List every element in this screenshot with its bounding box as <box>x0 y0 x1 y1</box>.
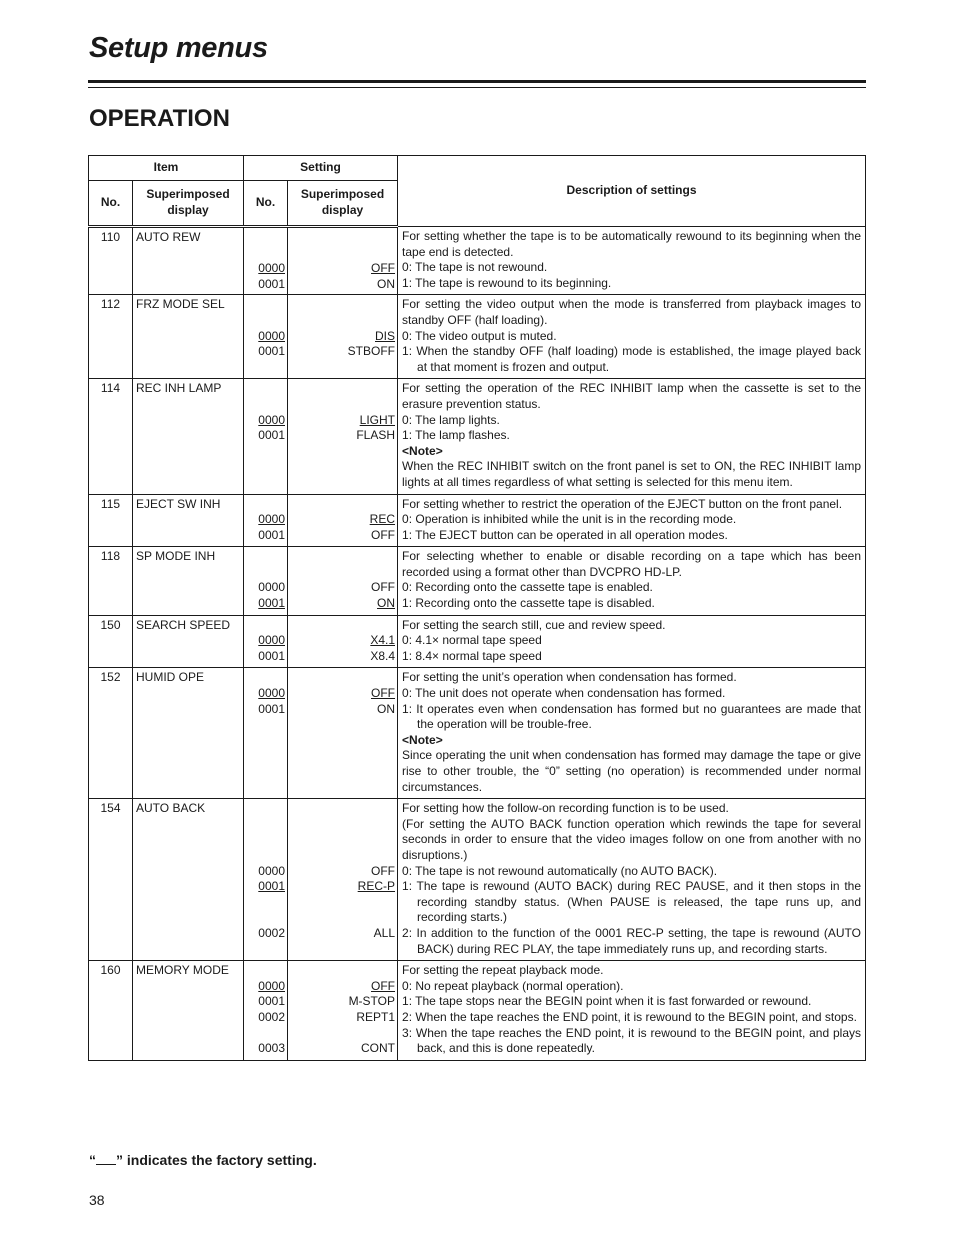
description-intro: For setting the video output when the mode is transferred from playback images to standby OFF (half loading). <box>402 297 861 327</box>
description-cell <box>398 379 866 494</box>
description-cell <box>398 799 866 961</box>
legend-open-quote: “ <box>89 1152 96 1168</box>
setting-no-cell <box>244 494 288 547</box>
option-description: 0: Operation is inhibited while the unit is in the recording mode. <box>402 512 737 527</box>
setting-no-cell <box>244 961 288 1061</box>
option-description: 0: No repeat playback (normal operation). <box>402 978 624 993</box>
item-display: SP MODE INH <box>133 547 244 615</box>
item-no: 115 <box>89 494 133 547</box>
setting-no: 0000 <box>258 863 285 878</box>
setting-no-cell <box>244 295 288 379</box>
setting-no: 0000 <box>258 686 285 701</box>
table-row <box>89 961 866 1061</box>
description-intro-detail: (For setting the AUTO BACK function operation which rewinds the tape for several seconds in order to ensure that the video images follow on one from another with no disruptions.) <box>402 816 861 862</box>
option-description: 0: The unit does not operate when condensation has formed. <box>402 686 726 701</box>
setting-no: 0001 <box>258 344 285 359</box>
setting-no-cell <box>244 227 288 295</box>
setting-display: ALL <box>373 925 396 940</box>
setting-no: 0001 <box>258 276 285 291</box>
setting-no-cell <box>244 668 288 799</box>
note-text: When the REC INHIBIT switch on the front panel is set to ON, the REC INHIBIT lamp lights at all times regardless of what setting is selected for this menu item. <box>402 459 861 489</box>
setting-no: 0000 <box>258 512 285 527</box>
setting-display: OFF <box>371 527 396 542</box>
legend-text: ” indicates the factory setting. <box>116 1152 317 1168</box>
item-display: SEARCH SPEED <box>133 615 244 668</box>
setting-display-cell <box>288 615 398 668</box>
description-intro: For setting the search still, cue and review speed. <box>402 617 666 632</box>
item-no: 152 <box>89 668 133 799</box>
description-intro: For setting whether to restrict the operation of the EJECT button on the front panel. <box>402 496 843 511</box>
table-row <box>89 668 866 799</box>
description-intro: For setting whether the tape is to be automatically rewound to its beginning when the tape end is detected. <box>402 229 861 259</box>
item-display: EJECT SW INH <box>133 494 244 547</box>
setting-no: 0002 <box>258 925 285 940</box>
setting-no: 0001 <box>258 596 285 611</box>
setting-display: OFF <box>371 580 396 595</box>
setting-display: ON <box>377 596 396 611</box>
setting-no: 0000 <box>258 261 285 276</box>
factory-setting-legend <box>89 1152 317 1168</box>
setting-no: 0000 <box>258 978 285 993</box>
setting-display-cell <box>288 379 398 494</box>
header-description: Description of settings <box>398 156 866 227</box>
setting-display: OFF <box>371 863 396 878</box>
setting-display-cell <box>288 668 398 799</box>
setting-no: 0000 <box>258 412 285 427</box>
setting-display: REC-P <box>357 879 396 894</box>
description-cell <box>398 494 866 547</box>
setting-no-cell <box>244 547 288 615</box>
setting-no: 0000 <box>258 633 285 648</box>
header-setting: Setting <box>244 156 398 181</box>
description-intro: For setting the unit’s operation when condensation has formed. <box>402 670 737 685</box>
setting-display: FLASH <box>356 428 396 443</box>
header-item-no: No. <box>89 181 133 227</box>
description-intro: For setting the operation of the REC INHIBIT lamp when the cassette is set to the erasure prevention status. <box>402 381 861 411</box>
setting-display: M-STOP <box>348 994 396 1009</box>
section-title: OPERATION <box>89 105 230 132</box>
description-cell <box>398 668 866 799</box>
setting-no: 0001 <box>258 994 285 1009</box>
item-display: FRZ MODE SEL <box>133 295 244 379</box>
page-number: 38 <box>89 1192 105 1208</box>
item-no: 112 <box>89 295 133 379</box>
option-description: 2: When the tape reaches the END point, it is rewound to the BEGIN point, and stops. <box>402 1009 857 1024</box>
option-description: 1: When the standby OFF (half loading) mode is established, the image played back at that moment is frozen and output. <box>402 344 861 374</box>
item-display: AUTO REW <box>133 227 244 295</box>
option-description: 0: The lamp lights. <box>402 412 500 427</box>
setting-no-cell <box>244 799 288 961</box>
setting-display-cell <box>288 547 398 615</box>
setting-display: ON <box>377 701 396 716</box>
item-no: 114 <box>89 379 133 494</box>
item-no: 150 <box>89 615 133 668</box>
item-display: HUMID OPE <box>133 668 244 799</box>
option-description: 1: It operates even when condensation has formed but no guarantees are made that the operation will be trouble-free. <box>402 701 861 732</box>
table-row <box>89 227 866 295</box>
setting-display: ON <box>377 276 396 291</box>
option-description: 2: In addition to the function of the 0001 REC-P setting, the tape is rewound (AUTO BACK) during REC PLAY, the tape immediately runs up, and recording starts. <box>402 925 861 956</box>
item-no: 154 <box>89 799 133 961</box>
setting-no: 0001 <box>258 879 285 894</box>
option-description: 3: When the tape reaches the END point, it is rewound to the BEGIN point, and plays back, and this is done repeatedly. <box>402 1025 861 1056</box>
option-description: 0: The video output is muted. <box>402 328 557 343</box>
description-cell <box>398 227 866 295</box>
setting-no: 0003 <box>258 1041 285 1056</box>
table-row <box>89 295 866 379</box>
description-intro: For selecting whether to enable or disable recording on a tape which has been recorded using a format other than DVCPRO HD-LP. <box>402 549 861 579</box>
header-setting-superimposed: Superimposed display <box>288 181 398 227</box>
table-row <box>89 615 866 668</box>
description-cell <box>398 547 866 615</box>
option-description: 1: The EJECT button can be operated in all operation modes. <box>402 527 728 542</box>
setting-no-cell <box>244 615 288 668</box>
setting-display: DIS <box>375 328 396 343</box>
table-row <box>89 799 866 961</box>
option-description: 1: Recording onto the cassette tape is disabled. <box>402 596 655 611</box>
setting-display: CONT <box>361 1041 396 1056</box>
setting-display-cell <box>288 227 398 295</box>
setting-no: 0000 <box>258 580 285 595</box>
setting-no: 0001 <box>258 701 285 716</box>
item-display: MEMORY MODE <box>133 961 244 1061</box>
header-item: Item <box>89 156 244 181</box>
header-item-superimposed: Superimposed display <box>133 181 244 227</box>
item-no: 160 <box>89 961 133 1061</box>
description-cell <box>398 615 866 668</box>
setting-no: 0002 <box>258 1009 285 1024</box>
setting-display: OFF <box>371 261 396 276</box>
operation-settings-table <box>88 155 866 1061</box>
table-row <box>89 547 866 615</box>
setting-no: 0000 <box>258 328 285 343</box>
option-description: 0: The tape is not rewound automatically (no AUTO BACK). <box>402 863 718 878</box>
header-setting-no: No. <box>244 181 288 227</box>
setting-display: REPT1 <box>356 1009 396 1024</box>
description-cell <box>398 295 866 379</box>
setting-no-cell <box>244 379 288 494</box>
option-description: 1: The tape stops near the BEGIN point when it is fast forwarded or rewound. <box>402 994 812 1009</box>
setting-no: 0001 <box>258 648 285 663</box>
header-rule-thin <box>88 87 866 88</box>
setting-display: REC <box>369 512 396 527</box>
description-cell <box>398 961 866 1061</box>
page-title: Setup menus <box>89 32 268 64</box>
setting-display: OFF <box>371 978 396 993</box>
setting-no: 0001 <box>258 428 285 443</box>
setting-no: 0001 <box>258 527 285 542</box>
item-display: AUTO BACK <box>133 799 244 961</box>
setting-display-cell <box>288 295 398 379</box>
description-intro: For setting the repeat playback mode. <box>402 963 604 978</box>
option-description: 0: Recording onto the cassette tape is enabled. <box>402 580 653 595</box>
setting-display: STBOFF <box>347 344 396 359</box>
setting-display: LIGHT <box>359 412 396 427</box>
setting-display-cell <box>288 961 398 1061</box>
item-no: 118 <box>89 547 133 615</box>
option-description: 0: 4.1× normal tape speed <box>402 633 542 648</box>
setting-display: OFF <box>371 686 396 701</box>
setting-display-cell <box>288 494 398 547</box>
item-display: REC INH LAMP <box>133 379 244 494</box>
setting-display-cell <box>288 799 398 961</box>
note-heading: <Note> <box>402 443 443 458</box>
option-description: 1: The tape is rewound to its beginning. <box>402 275 612 290</box>
option-description: 1: The lamp flashes. <box>402 428 510 443</box>
header-rule-thick <box>88 80 866 83</box>
option-description: 1: The tape is rewound (AUTO BACK) during REC PAUSE, and it then stops in the recording standby status. (When PAUSE is released, the tape runs up, and recording starts.) <box>402 879 861 925</box>
table-row <box>89 494 866 547</box>
legend-underline-sample <box>96 1152 116 1165</box>
note-heading: <Note> <box>402 732 443 747</box>
table-row <box>89 379 866 494</box>
item-no: 110 <box>89 227 133 295</box>
description-intro: For setting how the follow-on recording function is to be used. <box>402 801 729 816</box>
note-text: Since operating the unit when condensation has formed may damage the tape or give rise to other trouble, the “0” setting (no operation) is recommended under normal circumstances. <box>402 748 861 794</box>
option-description: 1: 8.4× normal tape speed <box>402 648 542 663</box>
option-description: 0: The tape is not rewound. <box>402 260 548 275</box>
setting-display: X4.1 <box>370 633 396 648</box>
setting-display: X8.4 <box>370 648 396 663</box>
